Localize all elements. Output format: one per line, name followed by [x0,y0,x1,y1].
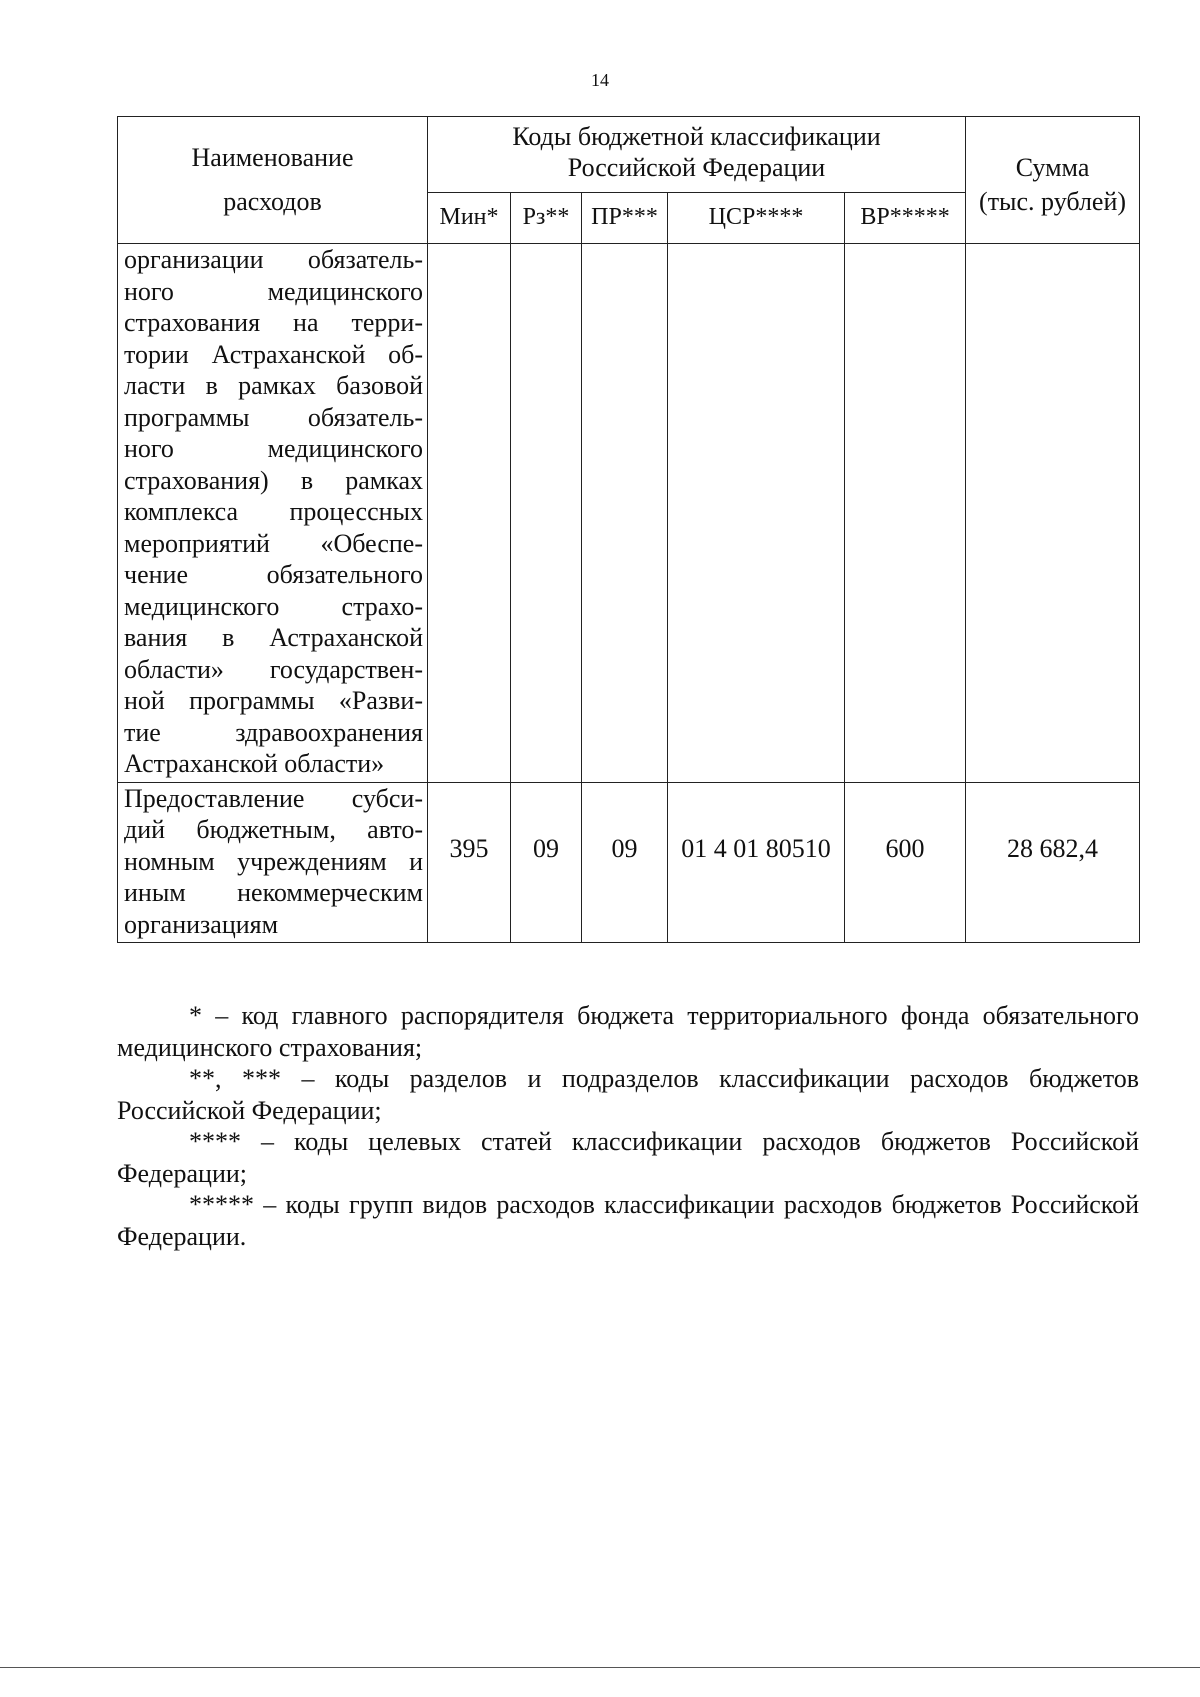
header-codes-line-2: Российской Федерации [567,153,826,182]
expense-name-line: тие здравоохранения [124,717,423,747]
expense-name-line: медицинского страхо- [124,591,423,621]
expense-name-line: ной программы «Разви- [124,686,423,715]
expense-name-line: комплекса процессных [124,497,423,526]
header-codes-group [428,117,966,193]
header-min: Мин* [428,192,511,243]
expense-name-line: дий бюджетным, авто- [124,815,423,844]
expense-name-line: страхования) в рамках [124,465,423,495]
cell-sum: 28 682,4 [966,782,1140,943]
cell-csr: 01 4 01 80510 [668,782,845,943]
expense-name-line: страхования на терри- [124,308,423,337]
expense-name-cell [118,244,428,783]
header-row-top [118,117,1140,193]
cell-min: 395 [428,782,511,943]
cell-vr [845,244,966,783]
cell-rz: 09 [511,782,582,943]
header-sum-line-2: (тыс. рублей) [979,187,1127,216]
expense-name-line: ного медицинского [124,276,423,306]
footnotes [117,1000,1139,1252]
footnote: ***** – коды групп видов расходов классификации расходов бюджетов Российской Федерации. [117,1190,1139,1251]
bottom-rule [0,1667,1200,1668]
cell-vr: 600 [845,782,966,943]
header-csr: ЦСР**** [668,192,845,243]
footnote: * – код главного распорядителя бюджета территориального фонда обязательного медицинского страхования; [117,1001,1139,1062]
header-name-line-1: Наименование [191,143,354,172]
expense-name-cell [118,782,428,943]
cell-pr [582,244,668,783]
expense-name-line: иным некоммерческим [124,878,423,907]
expense-name-line: Предоставление субси- [124,783,423,813]
cell-rz [511,244,582,783]
cell-sum [966,244,1140,783]
header-sum [966,117,1140,244]
expense-name-line: организациям [124,909,279,939]
header-pr: ПР*** [582,192,668,243]
cell-csr [668,244,845,783]
cell-min [428,244,511,783]
expense-name-line: тории Астраханской об- [124,339,423,369]
expense-name-line: вания в Астраханской [124,623,423,652]
expense-name-line: области» государствен- [124,654,423,684]
header-name-line-2: расходов [223,187,322,216]
expense-name-line: ласти в рамках базовой [124,371,423,400]
expense-name-line: организации обязатель- [124,245,423,274]
header-sum-line-1: Сумма [1015,153,1090,182]
cell-pr: 09 [582,782,668,943]
table-row [118,244,1140,783]
footnote: **** – коды целевых статей классификации расходов бюджетов Российской Федерации; [117,1127,1139,1188]
expense-name-line: номным учреждениям и [124,846,423,876]
header-codes-line-1: Коды бюджетной классификации [512,122,881,151]
expense-name-line: чение обязательного [124,560,423,589]
header-rz: Рз** [511,192,582,243]
header-vr: ВР***** [845,192,966,243]
header-name [118,117,428,244]
expense-name-line: ного медицинского [124,434,423,463]
table-row [118,782,1140,943]
expense-name-line: Астраханской области» [124,749,385,778]
expense-name-line: программы обязатель- [124,402,423,432]
page-number: 14 [591,70,609,90]
footnote: **, *** – коды разделов и подразделов классификации расходов бюджетов Российской Федерации; [117,1064,1139,1125]
budget-table [117,116,1140,943]
expense-name-line: мероприятий «Обеспе- [124,528,423,558]
